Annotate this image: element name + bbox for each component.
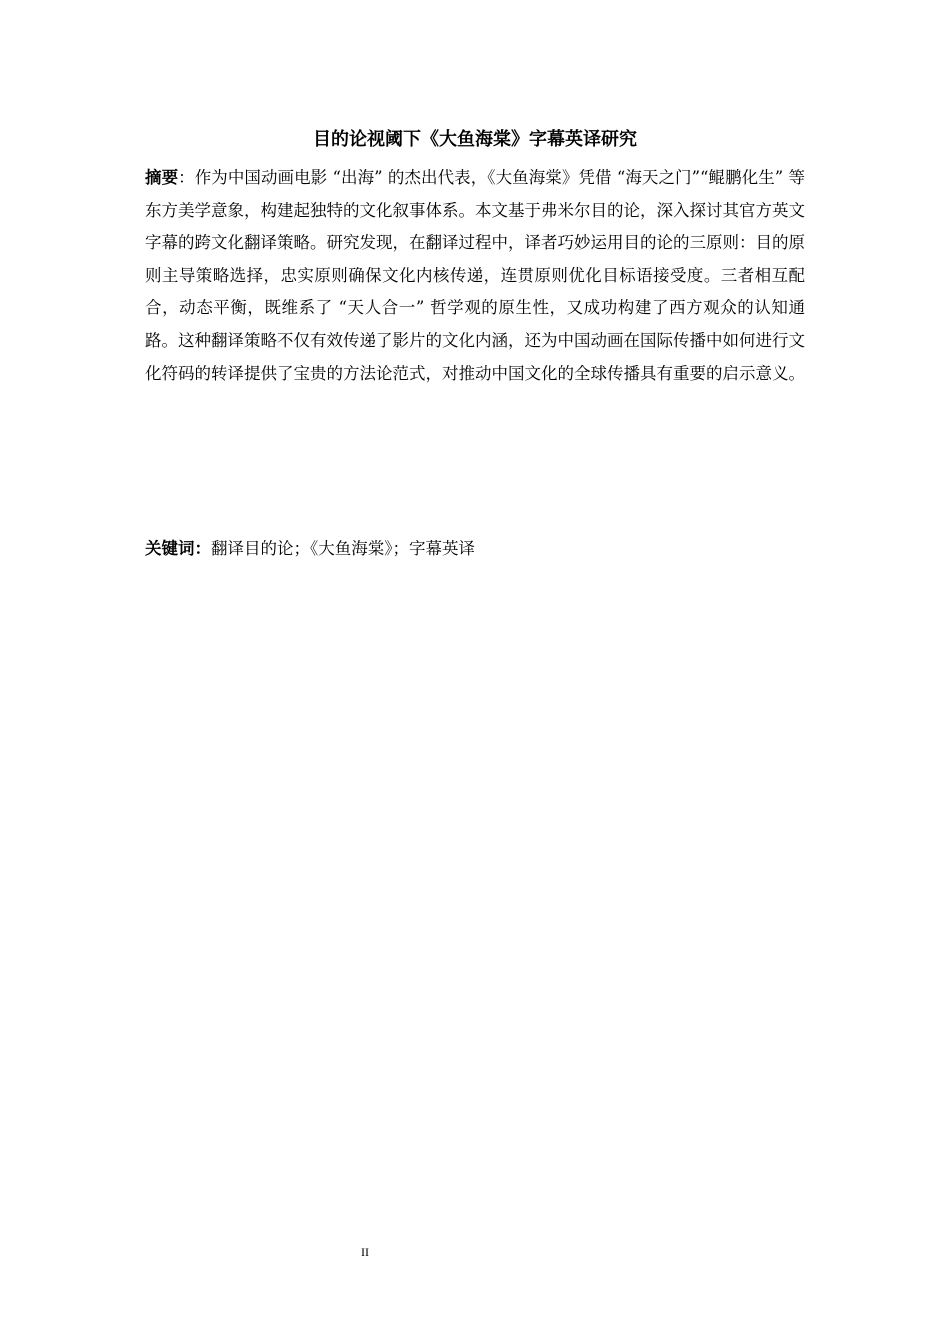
keywords-label: 关键词： [145,539,211,558]
paper-title: 目的论视阈下《大鱼海棠》字幕英译研究 [313,129,637,150]
abstract-separator: ： [178,168,195,187]
keywords-text: 翻译目的论；《大鱼海棠》；字幕英译 [211,539,475,558]
keywords-line [145,533,805,565]
abstract-paragraph [145,162,805,390]
abstract-label: 摘要 [145,168,179,187]
abstract-text: 作为中国动画电影 “出海” 的杰出代表，《大鱼海棠》凭借 “海天之门”“鲲鹏化生” 等东方美学意象，构建起独特的文化叙事体系。本文基于弗米尔目的论，深入探讨其官方英文字幕的跨文化翻译策略。研究发现，在翻译过程中，译者巧妙运用目的论的三原则：目的原则主导策略选择，忠实原则确保文化内核传递，连贯原则优化目标语接受度。三者相互配合，动态平衡，既维系了 “天人合一” 哲学观的原生性，又成功构建了西方观众的认知通路。这种翻译策略不仅有效传递了影片的文化内涵，还为中国动画在国际传播中如何进行文化符码的转译提供了宝贵的方法论范式，对推动中国文化的全球传播具有重要的启示意义。 [145,168,806,383]
page-number: II [361,1245,369,1259]
